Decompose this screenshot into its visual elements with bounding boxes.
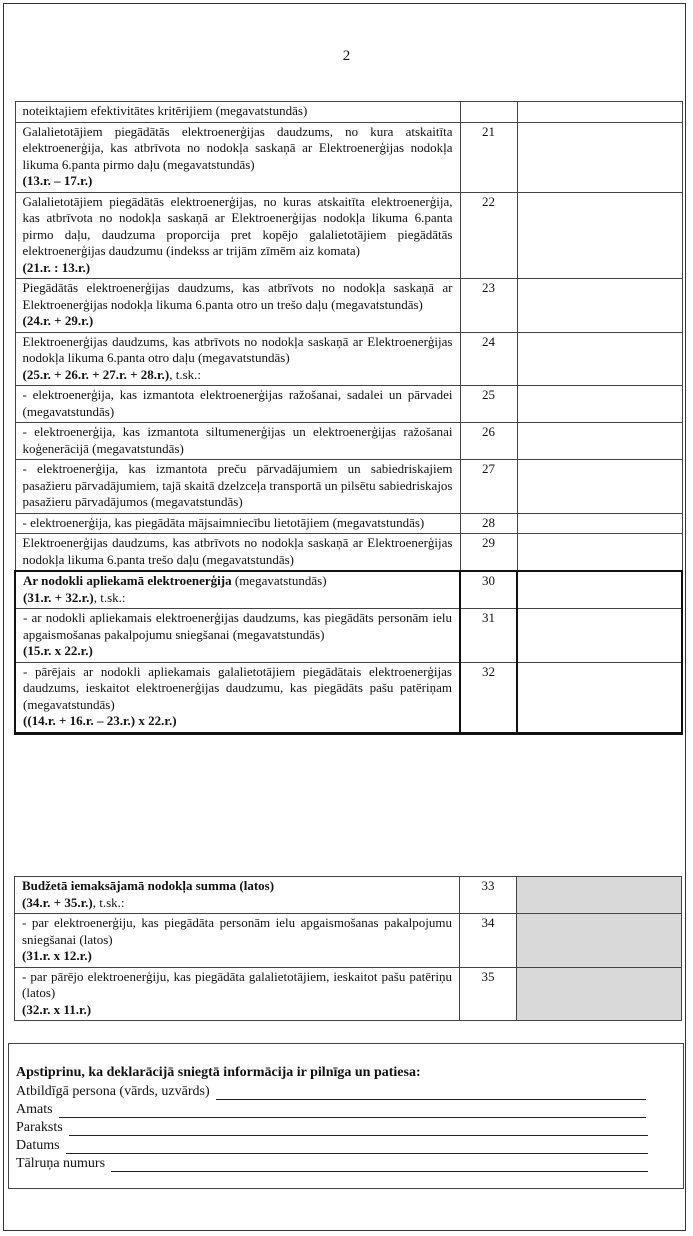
table-row <box>15 122 682 192</box>
row-32-text: - pārējais ar nodokli apliekamais galalietotājiem piegādātais elektroenerģijas daudzums, ieskaitot elektroenerģijas daudzumu, kas piegādāts pašu patēriņam (megavatstundās) <box>23 663 452 712</box>
row-number: 28 <box>460 513 517 534</box>
row-30-number: 30 <box>460 571 517 609</box>
row-description <box>15 192 460 279</box>
row-34-description <box>15 914 460 968</box>
row-32-value-cell[interactable] <box>517 662 682 733</box>
row-text: - elektroenerģija, kas piegādāta mājsaimniecību lietotājiem (megavatstundās) <box>22 514 425 530</box>
budget-table <box>14 876 682 1021</box>
position-label: Amats <box>16 1102 53 1117</box>
date-label: Datums <box>16 1138 60 1153</box>
row-text: noteiktajiem efektivitātes kritērijiem (megavatstundās) <box>22 103 308 118</box>
row-35-description <box>15 967 460 1021</box>
table-row <box>15 279 682 333</box>
row-31-number: 31 <box>460 609 517 663</box>
row-description <box>15 279 460 333</box>
table-row <box>15 386 682 423</box>
table-row <box>15 192 682 279</box>
row-formula: (24.r. + 29.r.) <box>22 313 94 328</box>
row-30-description <box>15 571 460 609</box>
row-34-text: - par elektroenerģiju, kas piegādāta personām ielu apgaismošanas pakalpojumu sniegšanai (latos) <box>22 915 452 947</box>
row-31-formula: (15.r. x 22.r.) <box>23 643 93 658</box>
row-value-cell[interactable] <box>517 192 682 279</box>
row-text: Elektroenerģijas daudzums, kas atbrīvots no nodokļa saskaņā ar Elektroenerģijas nodokļa likuma 6.panta trešo daļu (megavatstundās) <box>22 535 453 567</box>
row-formula: (13.r. – 17.r.) <box>22 173 93 188</box>
row-description <box>15 102 460 123</box>
row-31-text: - ar nodokli apliekamais elektroenerģijas daudzums, kas piegādāts personām ielu apgaismošanas pakalpojumu sniegšanai (megavatstundās) <box>23 610 452 642</box>
table-row <box>15 332 682 386</box>
row-32-description <box>15 662 460 733</box>
row-30-value-cell[interactable] <box>517 571 682 609</box>
row-text: Piegādātās elektroenerģijas daudzums, kas atbrīvots no nodokļa saskaņā ar Elektroenerģijas nodokļa likuma 6.panta otro un trešo daļu (megavatstundās) <box>22 280 453 312</box>
row-34-number: 34 <box>460 914 517 968</box>
row-34-value-cell[interactable] <box>517 914 682 968</box>
row-value-cell[interactable] <box>517 423 682 460</box>
table-row <box>15 460 682 514</box>
row-33-number: 33 <box>460 877 517 914</box>
row-description <box>15 122 460 192</box>
row-value-cell[interactable] <box>517 332 682 386</box>
row-number: 26 <box>460 423 517 460</box>
row-value-cell[interactable] <box>517 513 682 534</box>
row-35-formula: (32.r. x 11.r.) <box>22 1001 92 1017</box>
row-formula: (21.r. : 13.r.) <box>22 259 91 275</box>
row-34-formula: (31.r. x 12.r.) <box>22 948 92 963</box>
position-field[interactable] <box>16 1102 646 1118</box>
row-value-cell[interactable] <box>517 279 682 333</box>
row-value-cell[interactable] <box>517 460 682 514</box>
row-text: Galalietotājiem piegādātās elektroenerģijas daudzums, no kura atskaitīta elektroenerģija, kas atbrīvota no nodokļa saskaņā ar Elektroenerģijas nodokļa likuma 6.panta pirmo daļu (megavatstundās) <box>22 123 453 172</box>
responsible-person-field[interactable] <box>16 1084 646 1100</box>
table-row <box>15 423 682 460</box>
row-33-description <box>15 877 460 914</box>
signature-field[interactable] <box>16 1120 648 1136</box>
row-30-suffix: , t.sk.: <box>93 589 126 605</box>
row-formula: (25.r. + 26.r. + 27.r. + 28.r.) <box>22 366 170 382</box>
declaration-title: Apstiprinu, ka deklarācijā sniegtā informācija ir pilnīga un patiesa: <box>16 1065 421 1080</box>
table-row-31 <box>15 609 682 663</box>
phone-field[interactable] <box>16 1156 648 1172</box>
row-text: Galalietotājiem piegādātās elektroenerģijas, no kuras atskaitīta elektroenerģija, kas atbrīvota no nodokļa saskaņā ar Elektroenerģijas nodokļa likuma 6.panta pirmo daļu, daudzuma proporcija pret kopējo galalietotājiem piegādātās elektroenerģijas daudzumu (indekss ar trijām zīmēm aiz komata) <box>22 193 453 258</box>
signature-blank[interactable] <box>69 1123 648 1136</box>
row-number: 29 <box>460 534 517 572</box>
row-32-formula: ((14.r. + 16.r. – 23.r.) x 22.r.) <box>23 713 177 728</box>
row-31-value-cell[interactable] <box>517 609 682 663</box>
row-text: - elektroenerģija, kas izmantota elektroenerģijas ražošanai, sadalei un pārvadei (megavatstundās) <box>22 387 453 419</box>
row-33-suffix: , t.sk.: <box>92 894 125 910</box>
row-number <box>460 102 517 123</box>
date-blank[interactable] <box>66 1141 648 1154</box>
row-text: - elektroenerģija, kas izmantota siltumenerģijas un elektroenerģijas ražošanai koģenerācijā (megavatstundās) <box>22 424 453 456</box>
row-value-cell[interactable] <box>517 386 682 423</box>
declaration-box <box>8 1043 684 1189</box>
row-30-title: Ar nodokli apliekamā elektroenerģija <box>23 573 232 588</box>
declaration-table <box>14 101 683 735</box>
phone-blank[interactable] <box>111 1159 648 1172</box>
row-number: 21 <box>460 122 517 192</box>
row-number: 24 <box>460 332 517 386</box>
row-value-cell[interactable] <box>517 534 682 572</box>
responsible-person-blank[interactable] <box>216 1087 646 1100</box>
table-row-34 <box>15 914 682 968</box>
row-text: Elektroenerģijas daudzums, kas atbrīvots no nodokļa saskaņā ar Elektroenerģijas nodokļa likuma 6.panta otro daļu (megavatstundās) <box>22 333 453 365</box>
row-33-value-cell[interactable] <box>517 877 682 914</box>
table-row <box>15 102 682 123</box>
row-description <box>15 332 460 386</box>
row-description <box>15 460 460 514</box>
row-value-cell[interactable] <box>517 122 682 192</box>
row-value-cell[interactable] <box>517 102 682 123</box>
row-32-number: 32 <box>460 662 517 733</box>
row-31-description <box>15 609 460 663</box>
row-30-formula: (31.r. + 32.r.) <box>23 589 94 605</box>
responsible-person-label: Atbildīgā persona (vārds, uzvārds) <box>16 1084 210 1099</box>
row-30-unit: (megavatstundās) <box>231 573 327 588</box>
row-35-number: 35 <box>460 967 517 1021</box>
position-blank[interactable] <box>59 1105 646 1118</box>
row-33-title: Budžetā iemaksājamā nodokļa summa (latos) <box>22 878 275 893</box>
table-row-33 <box>15 877 682 914</box>
row-description <box>15 513 460 534</box>
taxable-block <box>15 571 682 733</box>
row-description <box>15 386 460 423</box>
phone-label: Tālruņa numurs <box>16 1156 106 1171</box>
table-row <box>15 513 682 534</box>
row-35-value-cell[interactable] <box>517 967 682 1021</box>
row-suffix: , t.sk.: <box>169 366 201 382</box>
row-description <box>15 534 460 572</box>
declaration-table-body <box>15 102 682 572</box>
row-35-text: - par pārējo elektroenerģiju, kas piegādāta galalietotājiem, ieskaitot pašu patēriņu (latos) <box>22 968 452 1000</box>
signature-label: Paraksts <box>16 1120 63 1135</box>
table-row-30 <box>15 571 682 609</box>
table-row-35 <box>15 967 682 1021</box>
date-field[interactable] <box>16 1138 648 1154</box>
page-number: 2 <box>342 48 351 64</box>
table-row <box>15 534 682 572</box>
row-description <box>15 423 460 460</box>
row-number: 25 <box>460 386 517 423</box>
row-number: 22 <box>460 192 517 279</box>
table-row-32 <box>15 662 682 733</box>
row-number: 23 <box>460 279 517 333</box>
row-33-formula: (34.r. + 35.r.) <box>22 894 93 910</box>
row-text: - elektroenerģija, kas izmantota preču pārvadājumiem un sabiedriskajiem pasažieru pārvadājumiem, tajā skaitā dzelzceļa transportā un pilsētu sabiedriskajos pasažieru pārvadājumos (megavatstundās) <box>22 461 453 509</box>
row-number: 27 <box>460 460 517 514</box>
